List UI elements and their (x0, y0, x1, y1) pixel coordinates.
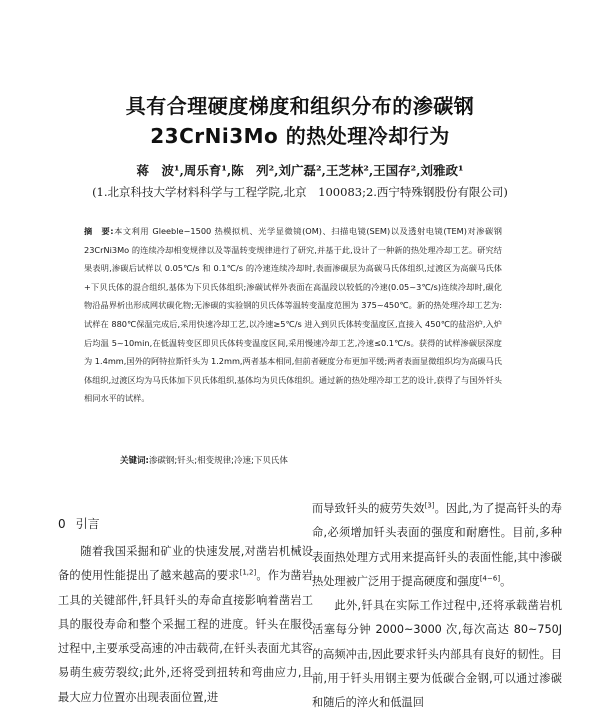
citation: [3] (424, 501, 435, 510)
intro-paragraph-2: 此外,钎具在实际工作过程中,还将承载凿岩机活塞每分钟 2000~3000 次,每次高达 80~750J 的高频冲击,因此要求钎头内部具有良好的韧性。目前,用于钎头用钢主要为低碳合金钢,可以通过渗碳和随后的淬火和低温回 (312, 599, 562, 710)
section-title: 引言 (75, 517, 100, 531)
abstract (84, 222, 502, 408)
abstract-text: 本文利用 Gleeble−1500 热模拟机、光学显微镜(OM)、扫描电镜(SEM)以及透射电镜(TEM)对渗碳钢 23CrNi3Mo 的连续冷却相变规律以及等温转变规律进行了研究,并基于此,设计了一种新的热处理冷却工艺。研究结果表明,渗碳后试样以 0.05℃/s 和 0.1℃/s 的冷速连续冷却时,表面渗碳层为高碳马氏体组织,过渡区为高碳马氏体+下贝氏体的混合组织,基体为下贝氏体组织;渗碳试样外表面在高温段以较低的冷速(0.05~3℃/s)连续冷却时,碳化物沿晶界析出形成网状碳化物;无渗碳的实验钢的贝氏体等温转变温度范围为 375~450℃。新的热处理冷却工艺为:试样在 880℃保温完成后,采用快速冷却工艺,以冷速≥5℃/s 进入到贝氏体转变温度区,直接入 450℃的盐浴炉,入炉后均温 5~10min,在低温转变区即贝氏体转变温度区间,采用慢速冷却工艺,冷速≤0.1℃/s。获得的试样渗碳层深度为 1.4mm,国外的阿特拉斯钎头为 1.2mm,两者基本相同,但前者硬度分布更加平缓;两者表面显微组织均为高碳马氏体组织,过渡区均为马氏体加下贝氏体组织,基体均为贝氏体组织。通过新的热处理冷却工艺的设计,获得了与国外钎头相同水平的试样。 (84, 226, 502, 404)
intro-paragraph-1: 随着我国采掘和矿业的快速发展,对凿岩机械设备的使用性能提出了越来越高的要求[1,2]。作为凿岩工具的关键部件,钎具钎头的寿命直接影响着凿岩工具的服役寿命和整个采掘工程的进度。钎头在服役过程中,主要承受高速的冲击载荷,在钎头表面尤其容易萌生疲劳裂纹;此外,还将受到扭转和弯曲应力,且最大应力位置亦出现表面位置,进 (58, 545, 313, 704)
body-column-left (58, 512, 313, 710)
citation: [4−6] (479, 574, 501, 583)
body-column-right (312, 497, 562, 716)
keywords-label: 关键词: (120, 456, 149, 466)
keywords-text: 渗碳钢;钎头;相变规律;冷速;下贝氏体 (148, 456, 288, 466)
section-heading (58, 512, 313, 536)
section-number: 0 (58, 517, 66, 531)
paper-title-line-1: 具有合理硬度梯度和组织分布的渗碳钢 (125, 94, 475, 118)
citation: [1,2] (239, 568, 257, 577)
keywords (120, 453, 520, 469)
paper-title-line-2: 23CrNi3Mo 的热处理冷却行为 (150, 124, 450, 148)
author-list: 蒋 波¹,周乐育¹,陈 列²,刘广磊²,王芝林²,王国存²,刘雅政¹ (136, 163, 464, 178)
abstract-label: 摘 要: (84, 226, 114, 236)
intro-paragraph-1-cont: 而导致钎头的疲劳失效[3]。因此,为了提高钎头的寿命,必须增加钎头表面的强度和耐磨性。目前,多种表面热处理方式用来提高钎头的表面性能,其中渗碳热处理被广泛用于提高硬度和强度[4−6]。 (312, 501, 562, 588)
affiliation: (1.北京科技大学材料科学与工程学院,北京 100083;2.西宁特殊钢股份有限公司) (92, 185, 508, 199)
